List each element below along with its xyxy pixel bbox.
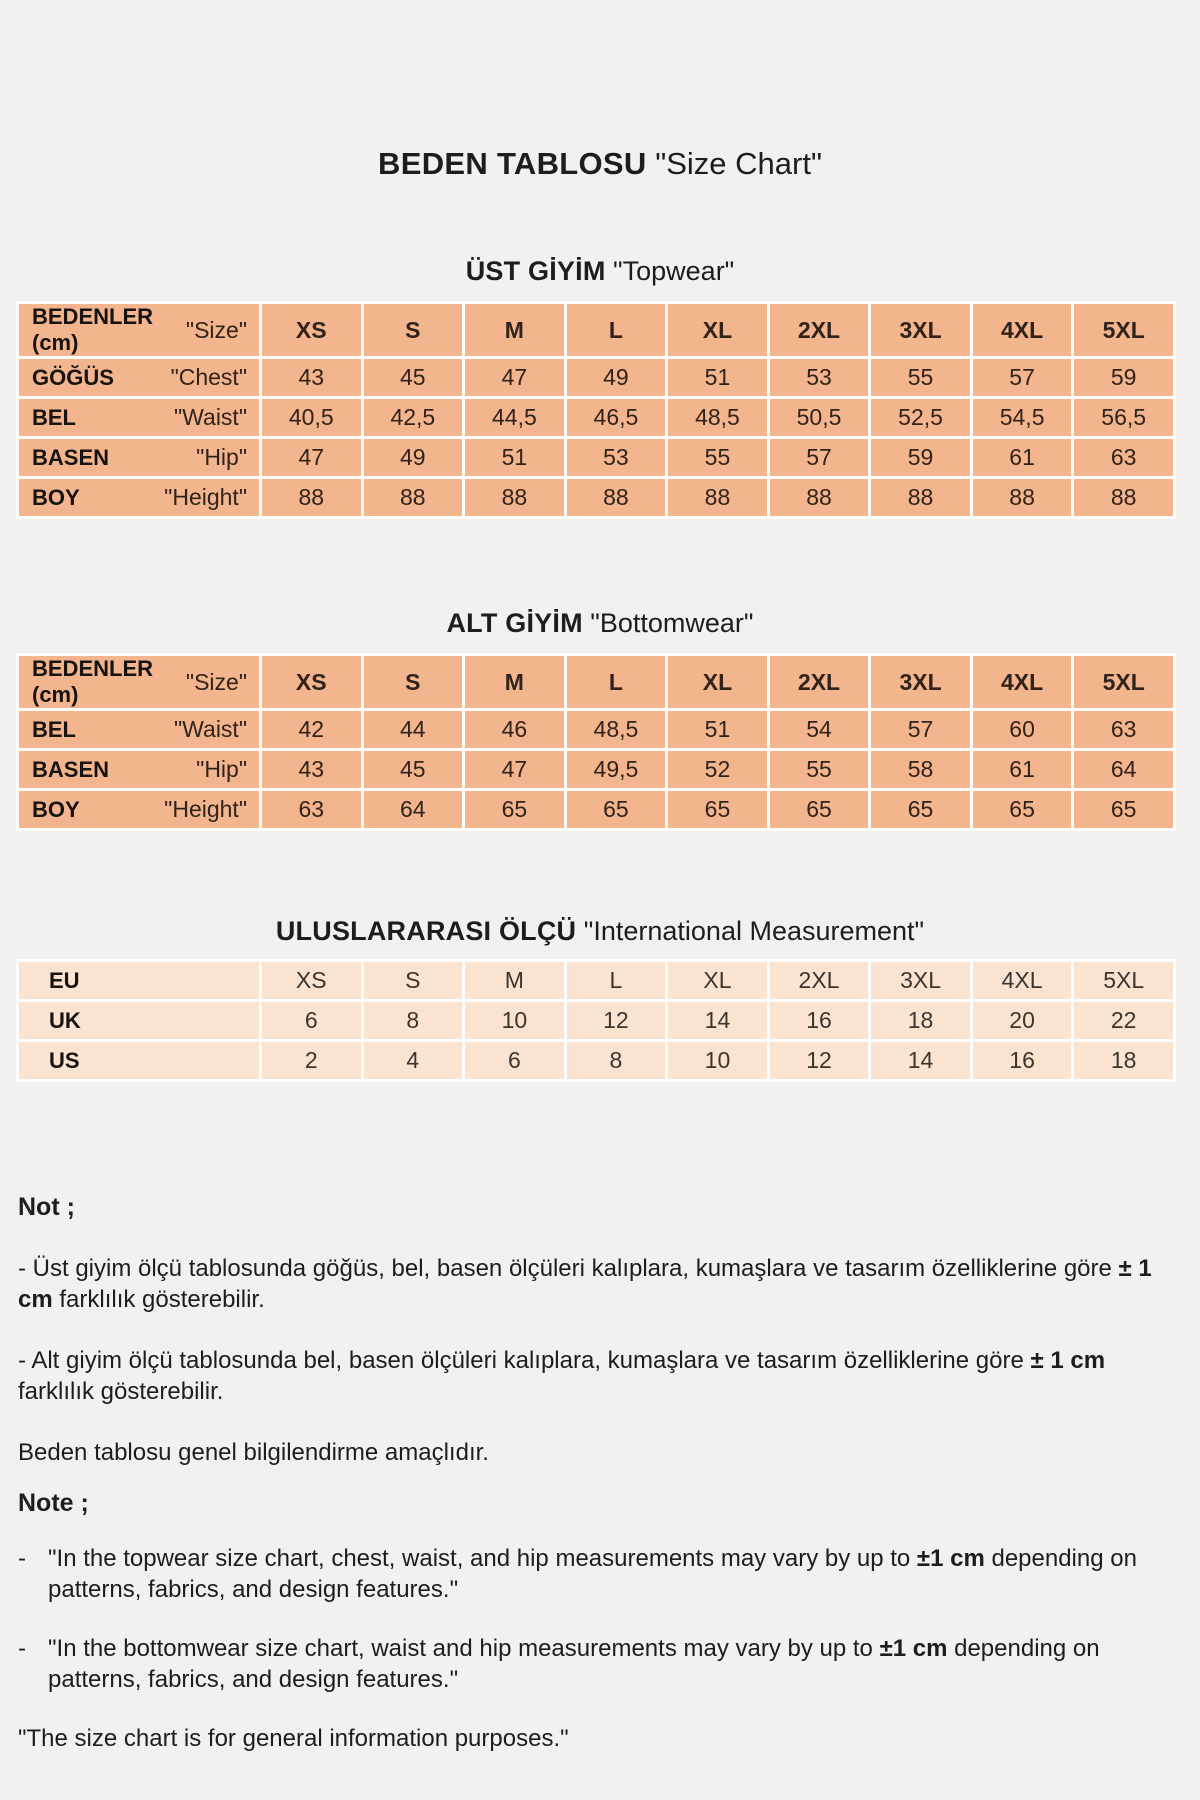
size-header-cell: XL — [668, 656, 767, 708]
value-cell: 47 — [262, 439, 361, 476]
value-cell: 54 — [770, 711, 869, 748]
row-label-cell — [19, 656, 259, 708]
value-cell: 65 — [973, 791, 1072, 828]
value-cell: 65 — [465, 791, 564, 828]
table-row — [19, 711, 1173, 748]
row-label-cell — [19, 359, 259, 396]
value-cell: 61 — [973, 751, 1072, 788]
topwear-table — [16, 301, 1176, 519]
notes-section — [0, 1192, 1200, 1754]
value-cell: 47 — [465, 751, 564, 788]
row-label-wrap — [19, 359, 259, 396]
section-heading-topwear — [0, 255, 1200, 287]
row-label: UK — [49, 1007, 81, 1033]
row-label-cell — [19, 1042, 259, 1079]
note-tr-topwear-pre: - Üst giyim ölçü tablosunda göğüs, bel, basen ölçüleri kalıplara, kumaşlara ve tasarım özelliklerine göre — [18, 1255, 1119, 1282]
value-cell: 52 — [668, 751, 767, 788]
note-tr-topwear — [18, 1253, 1178, 1315]
value-cell: 2 — [262, 1042, 361, 1079]
row-label-cell — [19, 791, 259, 828]
row-label-cell — [19, 399, 259, 436]
row-label: BOY — [32, 484, 80, 510]
row-sublabel: "Waist" — [174, 404, 247, 430]
value-cell: S — [364, 962, 463, 999]
row-sublabel: "Waist" — [174, 716, 247, 742]
value-cell: 6 — [262, 1002, 361, 1039]
value-cell: 52,5 — [871, 399, 970, 436]
row-label: GÖĞÜS — [32, 364, 114, 390]
value-cell: 42 — [262, 711, 361, 748]
row-label-wrap — [19, 479, 259, 516]
value-cell: 59 — [1074, 359, 1173, 396]
value-cell: 16 — [973, 1042, 1072, 1079]
row-label-wrap — [19, 304, 259, 356]
row-label-wrap — [19, 711, 259, 748]
value-cell: 43 — [262, 751, 361, 788]
size-header-cell: 4XL — [973, 304, 1072, 356]
size-header-cell: S — [364, 304, 463, 356]
table-row — [19, 751, 1173, 788]
value-cell: 14 — [668, 1002, 767, 1039]
size-header-cell: 4XL — [973, 656, 1072, 708]
value-cell: 12 — [567, 1002, 666, 1039]
table-header-row — [19, 656, 1173, 708]
value-cell: 88 — [668, 479, 767, 516]
value-cell: 46 — [465, 711, 564, 748]
row-label: BASEN — [32, 444, 110, 470]
row-label-wrap — [19, 399, 259, 436]
value-cell: 8 — [567, 1042, 666, 1079]
table-row — [19, 791, 1173, 828]
row-label: US — [49, 1047, 80, 1073]
row-label-cell — [19, 711, 259, 748]
row-label-cell — [19, 479, 259, 516]
note-en-topwear-pre: "In the topwear size chart, chest, waist, and hip measurements may vary by up to — [48, 1545, 917, 1572]
value-cell: 51 — [668, 711, 767, 748]
value-cell: 65 — [770, 791, 869, 828]
value-cell: 10 — [465, 1002, 564, 1039]
value-cell: 12 — [770, 1042, 869, 1079]
value-cell: 4 — [364, 1042, 463, 1079]
value-cell: 18 — [1074, 1042, 1173, 1079]
value-cell: 53 — [567, 439, 666, 476]
row-sublabel: "Height" — [164, 796, 247, 822]
note-en-bottomwear-text — [48, 1633, 1178, 1695]
value-cell: 63 — [1074, 711, 1173, 748]
value-cell: 48,5 — [567, 711, 666, 748]
row-label: BASEN — [32, 756, 110, 782]
size-header-cell: 3XL — [871, 656, 970, 708]
value-cell: 4XL — [973, 962, 1072, 999]
section-heading-international — [0, 915, 1200, 947]
bullet-dash: - — [18, 1635, 26, 1662]
value-cell: 57 — [973, 359, 1072, 396]
row-label: BOY — [32, 796, 80, 822]
value-cell: 40,5 — [262, 399, 361, 436]
row-label: EU — [49, 967, 80, 993]
size-header-cell: 2XL — [770, 656, 869, 708]
note-tr-topwear-bold: ± 1 cm — [18, 1255, 1152, 1313]
row-label-wrap — [19, 1002, 259, 1039]
value-cell: 49 — [567, 359, 666, 396]
size-header-cell: L — [567, 304, 666, 356]
value-cell: 18 — [871, 1002, 970, 1039]
value-cell: XS — [262, 962, 361, 999]
note-en-bottomwear-pre: "In the bottomwear size chart, waist and hip measurements may vary by up to — [48, 1635, 880, 1662]
row-sublabel: "Height" — [164, 484, 247, 510]
value-cell: 88 — [770, 479, 869, 516]
bottomwear-heading-main: ALT GİYİM — [446, 608, 583, 638]
value-cell: 16 — [770, 1002, 869, 1039]
international-heading-main: ULUSLARARASI ÖLÇÜ — [275, 916, 577, 946]
row-label-cell — [19, 751, 259, 788]
table-row — [19, 439, 1173, 476]
size-header-cell: S — [364, 656, 463, 708]
table-row — [19, 1002, 1173, 1039]
value-cell: 59 — [871, 439, 970, 476]
value-cell: 42,5 — [364, 399, 463, 436]
section-heading-bottomwear — [0, 607, 1200, 639]
value-cell: M — [465, 962, 564, 999]
value-cell: 43 — [262, 359, 361, 396]
value-cell: 44 — [364, 711, 463, 748]
row-label-cell — [19, 962, 259, 999]
value-cell: 45 — [364, 751, 463, 788]
value-cell: 65 — [567, 791, 666, 828]
value-cell: 2XL — [770, 962, 869, 999]
row-label: BEL — [32, 716, 76, 742]
value-cell: 5XL — [1074, 962, 1173, 999]
note-en-bottomwear-bold: ±1 cm — [879, 1635, 948, 1662]
value-cell: 49 — [364, 439, 463, 476]
row-sublabel: "Hip" — [196, 756, 247, 782]
value-cell: L — [567, 962, 666, 999]
value-cell: 60 — [973, 711, 1072, 748]
value-cell: 64 — [364, 791, 463, 828]
value-cell: 10 — [668, 1042, 767, 1079]
value-cell: 65 — [871, 791, 970, 828]
size-header-cell: M — [465, 304, 564, 356]
value-cell: 3XL — [871, 962, 970, 999]
notes-tr-heading: Not ; — [18, 1193, 75, 1221]
size-header-cell: XS — [262, 656, 361, 708]
value-cell: 54,5 — [973, 399, 1072, 436]
row-label-wrap — [19, 1042, 259, 1079]
note-en-topwear-bold: ±1 cm — [916, 1545, 985, 1572]
table-row — [19, 479, 1173, 516]
value-cell: 22 — [1074, 1002, 1173, 1039]
table-row — [19, 962, 1173, 999]
note-en-bottomwear-post: depending on patterns, fabrics, and design features." — [48, 1635, 1100, 1693]
table-row — [19, 359, 1173, 396]
note-en-bottomwear — [18, 1633, 1178, 1695]
value-cell: 49,5 — [567, 751, 666, 788]
size-header-cell: M — [465, 656, 564, 708]
size-header-cell: XS — [262, 304, 361, 356]
value-cell: 88 — [465, 479, 564, 516]
value-cell: 6 — [465, 1042, 564, 1079]
size-header-cell: L — [567, 656, 666, 708]
value-cell: 63 — [1074, 439, 1173, 476]
row-label-wrap — [19, 751, 259, 788]
page-title — [0, 145, 1200, 183]
value-cell: 88 — [871, 479, 970, 516]
row-label-wrap — [19, 656, 259, 708]
notes-en-footer: "The size chart is for general information purposes." — [18, 1725, 569, 1752]
notes-tr-footer: Beden tablosu genel bilgilendirme amaçlıdır. — [18, 1439, 489, 1466]
size-header-cell: 5XL — [1074, 656, 1173, 708]
value-cell: 57 — [770, 439, 869, 476]
value-cell: 65 — [668, 791, 767, 828]
value-cell: 55 — [770, 751, 869, 788]
row-sublabel: "Hip" — [196, 444, 247, 470]
row-label-wrap — [19, 791, 259, 828]
note-tr-bottomwear — [18, 1345, 1178, 1407]
row-label: BEL — [32, 404, 76, 430]
page-title-main: BEDEN TABLOSU — [378, 146, 647, 181]
table-row — [19, 399, 1173, 436]
value-cell: 55 — [668, 439, 767, 476]
row-label-cell — [19, 304, 259, 356]
value-cell: 65 — [1074, 791, 1173, 828]
row-label: BEDENLER (cm) — [32, 304, 154, 355]
value-cell: 53 — [770, 359, 869, 396]
value-cell: 61 — [973, 439, 1072, 476]
value-cell: 14 — [871, 1042, 970, 1079]
size-header-cell: 3XL — [871, 304, 970, 356]
size-header-cell: 2XL — [770, 304, 869, 356]
notes-en-heading: Note ; — [18, 1489, 89, 1517]
row-sublabel: "Chest" — [170, 364, 247, 390]
row-label-cell — [19, 1002, 259, 1039]
value-cell: 46,5 — [567, 399, 666, 436]
value-cell: 63 — [262, 791, 361, 828]
value-cell: 47 — [465, 359, 564, 396]
value-cell: 45 — [364, 359, 463, 396]
topwear-heading-sub: "Topwear" — [613, 256, 735, 286]
size-header-cell: 5XL — [1074, 304, 1173, 356]
value-cell: 57 — [871, 711, 970, 748]
value-cell: 44,5 — [465, 399, 564, 436]
value-cell: 88 — [1074, 479, 1173, 516]
size-header-cell: XL — [668, 304, 767, 356]
note-tr-bottomwear-bold: ± 1 cm — [1030, 1347, 1106, 1374]
value-cell: XL — [668, 962, 767, 999]
value-cell: 55 — [871, 359, 970, 396]
table-row — [19, 1042, 1173, 1079]
value-cell: 50,5 — [770, 399, 869, 436]
bottomwear-table — [16, 653, 1176, 831]
table-header-row — [19, 304, 1173, 356]
row-label-wrap — [19, 962, 259, 999]
page-title-sub: "Size Chart" — [655, 146, 822, 181]
international-table — [16, 959, 1176, 1082]
row-sublabel: "Size" — [185, 668, 247, 695]
value-cell: 48,5 — [668, 399, 767, 436]
note-en-topwear-post: depending on patterns, fabrics, and design features." — [48, 1545, 1137, 1603]
value-cell: 88 — [364, 479, 463, 516]
value-cell: 88 — [567, 479, 666, 516]
value-cell: 56,5 — [1074, 399, 1173, 436]
value-cell: 8 — [364, 1002, 463, 1039]
value-cell: 88 — [973, 479, 1072, 516]
row-label-wrap — [19, 439, 259, 476]
note-tr-topwear-post: farklılık gösterebilir. — [52, 1286, 265, 1313]
value-cell: 20 — [973, 1002, 1072, 1039]
note-tr-bottomwear-pre: - Alt giyim ölçü tablosunda bel, basen ölçüleri kalıplara, kumaşlara ve tasarım özelliklerine göre — [18, 1347, 1031, 1374]
row-label: BEDENLER (cm) — [32, 656, 154, 707]
bullet-dash: - — [18, 1545, 26, 1572]
value-cell: 88 — [262, 479, 361, 516]
international-heading-sub: "International Measurement" — [583, 916, 925, 946]
value-cell: 58 — [871, 751, 970, 788]
value-cell: 51 — [465, 439, 564, 476]
bottomwear-heading-sub: "Bottomwear" — [590, 608, 754, 638]
note-en-topwear-text — [48, 1543, 1178, 1605]
row-sublabel: "Size" — [185, 316, 247, 343]
topwear-heading-main: ÜST GİYİM — [465, 256, 606, 286]
value-cell: 51 — [668, 359, 767, 396]
note-tr-bottomwear-post: farklılık gösterebilir. — [18, 1378, 224, 1405]
row-label-cell — [19, 439, 259, 476]
note-en-topwear — [18, 1543, 1178, 1605]
value-cell: 64 — [1074, 751, 1173, 788]
